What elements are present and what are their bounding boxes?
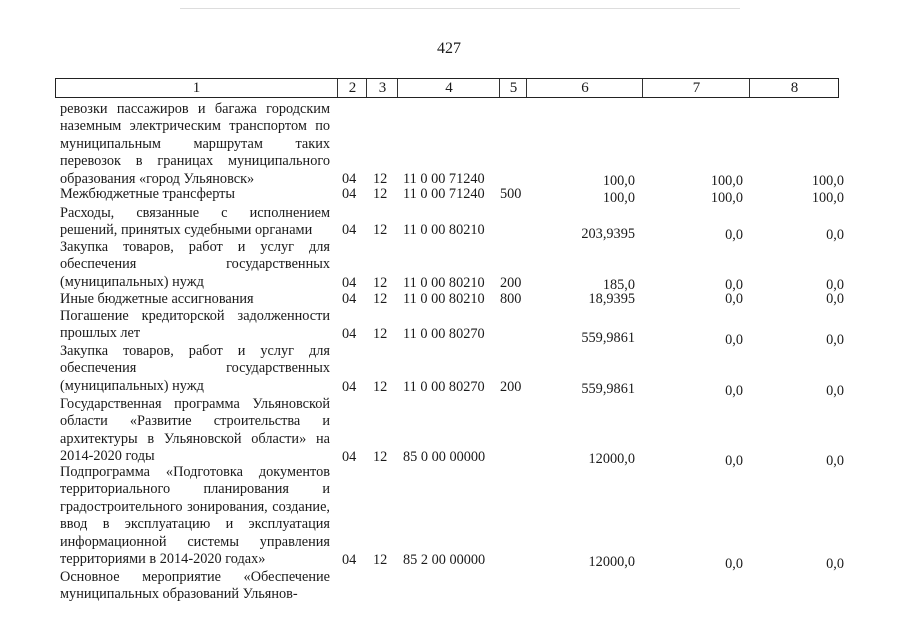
row-expense-type: 200 — [500, 275, 522, 291]
row-name: Закупка товаров, работ и услуг для обеспечения государственных (муниципальных) нужд — [60, 343, 330, 394]
row-target-code: 11 0 00 80210 — [403, 291, 485, 307]
row-name: Межбюджетные трансферты — [60, 186, 236, 202]
row-amount-6: 203,9395 — [581, 226, 635, 242]
row-subsection: 12 — [373, 379, 388, 395]
row-section: 04 — [342, 222, 357, 238]
header-col-5: 5 — [499, 79, 527, 97]
row-expense-type: 500 — [500, 186, 522, 202]
row-amount-8: 0,0 — [826, 277, 844, 293]
row-amount-6: 100,0 — [602, 173, 635, 189]
row-amount-8: 0,0 — [826, 291, 844, 307]
row-target-code: 11 0 00 80210 — [403, 275, 485, 291]
row-subsection: 12 — [373, 326, 388, 342]
row-name: Основное мероприятие «Обеспечение муниципальных образований Ульянов- — [60, 569, 330, 603]
row-amount-7: 0,0 — [725, 556, 743, 572]
row-amount-7: 100,0 — [710, 173, 743, 189]
row-target-code: 11 0 00 80270 — [403, 326, 485, 342]
row-name: Погашение кредиторской задолженности прошлых лет — [60, 308, 330, 342]
row-name: Расходы, связанные с исполнением решений, принятых судебными органами — [60, 205, 330, 239]
row-amount-7: 0,0 — [725, 291, 743, 307]
row-subsection: 12 — [373, 171, 388, 187]
row-target-code: 11 0 00 80270 — [403, 379, 485, 395]
row-amount-6: 12000,0 — [588, 554, 635, 570]
header-col-8: 8 — [749, 79, 839, 97]
header-col-2: 2 — [337, 79, 367, 97]
row-amount-8: 0,0 — [826, 332, 844, 348]
row-section: 04 — [342, 449, 357, 465]
row-target-code: 85 0 00 00000 — [403, 449, 486, 465]
header-col-3: 3 — [366, 79, 398, 97]
row-subsection: 12 — [373, 222, 388, 238]
row-amount-7: 0,0 — [725, 227, 743, 243]
row-target-code: 11 0 00 71240 — [403, 186, 485, 202]
row-section: 04 — [342, 326, 357, 342]
header-col-7: 7 — [642, 79, 750, 97]
row-target-code: 11 0 00 71240 — [403, 171, 485, 187]
row-section: 04 — [342, 186, 357, 202]
row-section: 04 — [342, 291, 357, 307]
row-section: 04 — [342, 275, 357, 291]
table-header — [55, 78, 839, 98]
row-subsection: 12 — [373, 449, 388, 465]
row-amount-6: 12000,0 — [588, 451, 635, 467]
page-number: 427 — [437, 40, 461, 57]
row-name: Иные бюджетные ассигнования — [60, 291, 254, 307]
header-col-4: 4 — [397, 79, 500, 97]
row-amount-8: 100,0 — [811, 190, 844, 206]
row-amount-6: 185,0 — [602, 277, 635, 293]
row-subsection: 12 — [373, 291, 388, 307]
row-amount-6: 100,0 — [602, 190, 635, 206]
row-amount-8: 0,0 — [826, 383, 844, 399]
row-amount-7: 0,0 — [725, 383, 743, 399]
scan-artifact-line — [180, 8, 740, 9]
row-name: ревозки пассажиров и багажа городским наземным электрическим транспортом по муниципальным маршрутам таких перевозок в границах муниципального образования «город Ульяновск» — [60, 101, 330, 187]
row-amount-7: 0,0 — [725, 332, 743, 348]
row-amount-6: 18,9395 — [588, 291, 635, 307]
row-amount-7: 100,0 — [710, 190, 743, 206]
row-amount-8: 0,0 — [826, 227, 844, 243]
row-section: 04 — [342, 379, 357, 395]
row-amount-8: 0,0 — [826, 556, 844, 572]
row-expense-type: 800 — [500, 291, 522, 307]
row-amount-7: 0,0 — [725, 277, 743, 293]
row-section: 04 — [342, 552, 357, 568]
row-amount-8: 0,0 — [826, 453, 844, 469]
row-name: Государственная программа Ульяновской области «Развитие строительства и архитектуры в Ульяновской области» на 2014-2020 годы — [60, 396, 330, 465]
row-section: 04 — [342, 171, 357, 187]
row-expense-type: 200 — [500, 379, 522, 395]
row-subsection: 12 — [373, 275, 388, 291]
row-target-code: 11 0 00 80210 — [403, 222, 485, 238]
row-subsection: 12 — [373, 552, 388, 568]
row-name: Подпрограмма «Подготовка документов территориального планирования и градостроительного зонирования, создание, ввод в эксплуатацию и эксплуатация информационной системы управления территориями в 2014-2020 годах» — [60, 464, 330, 568]
row-target-code: 85 2 00 00000 — [403, 552, 486, 568]
row-name: Закупка товаров, работ и услуг для обеспечения государственных (муниципальных) нужд — [60, 239, 330, 290]
row-amount-8: 100,0 — [811, 173, 844, 189]
header-col-6: 6 — [526, 79, 643, 97]
header-col-1: 1 — [192, 80, 201, 96]
row-subsection: 12 — [373, 186, 388, 202]
row-amount-6: 559,9861 — [581, 330, 635, 346]
row-amount-6: 559,9861 — [581, 381, 635, 397]
row-amount-7: 0,0 — [725, 453, 743, 469]
